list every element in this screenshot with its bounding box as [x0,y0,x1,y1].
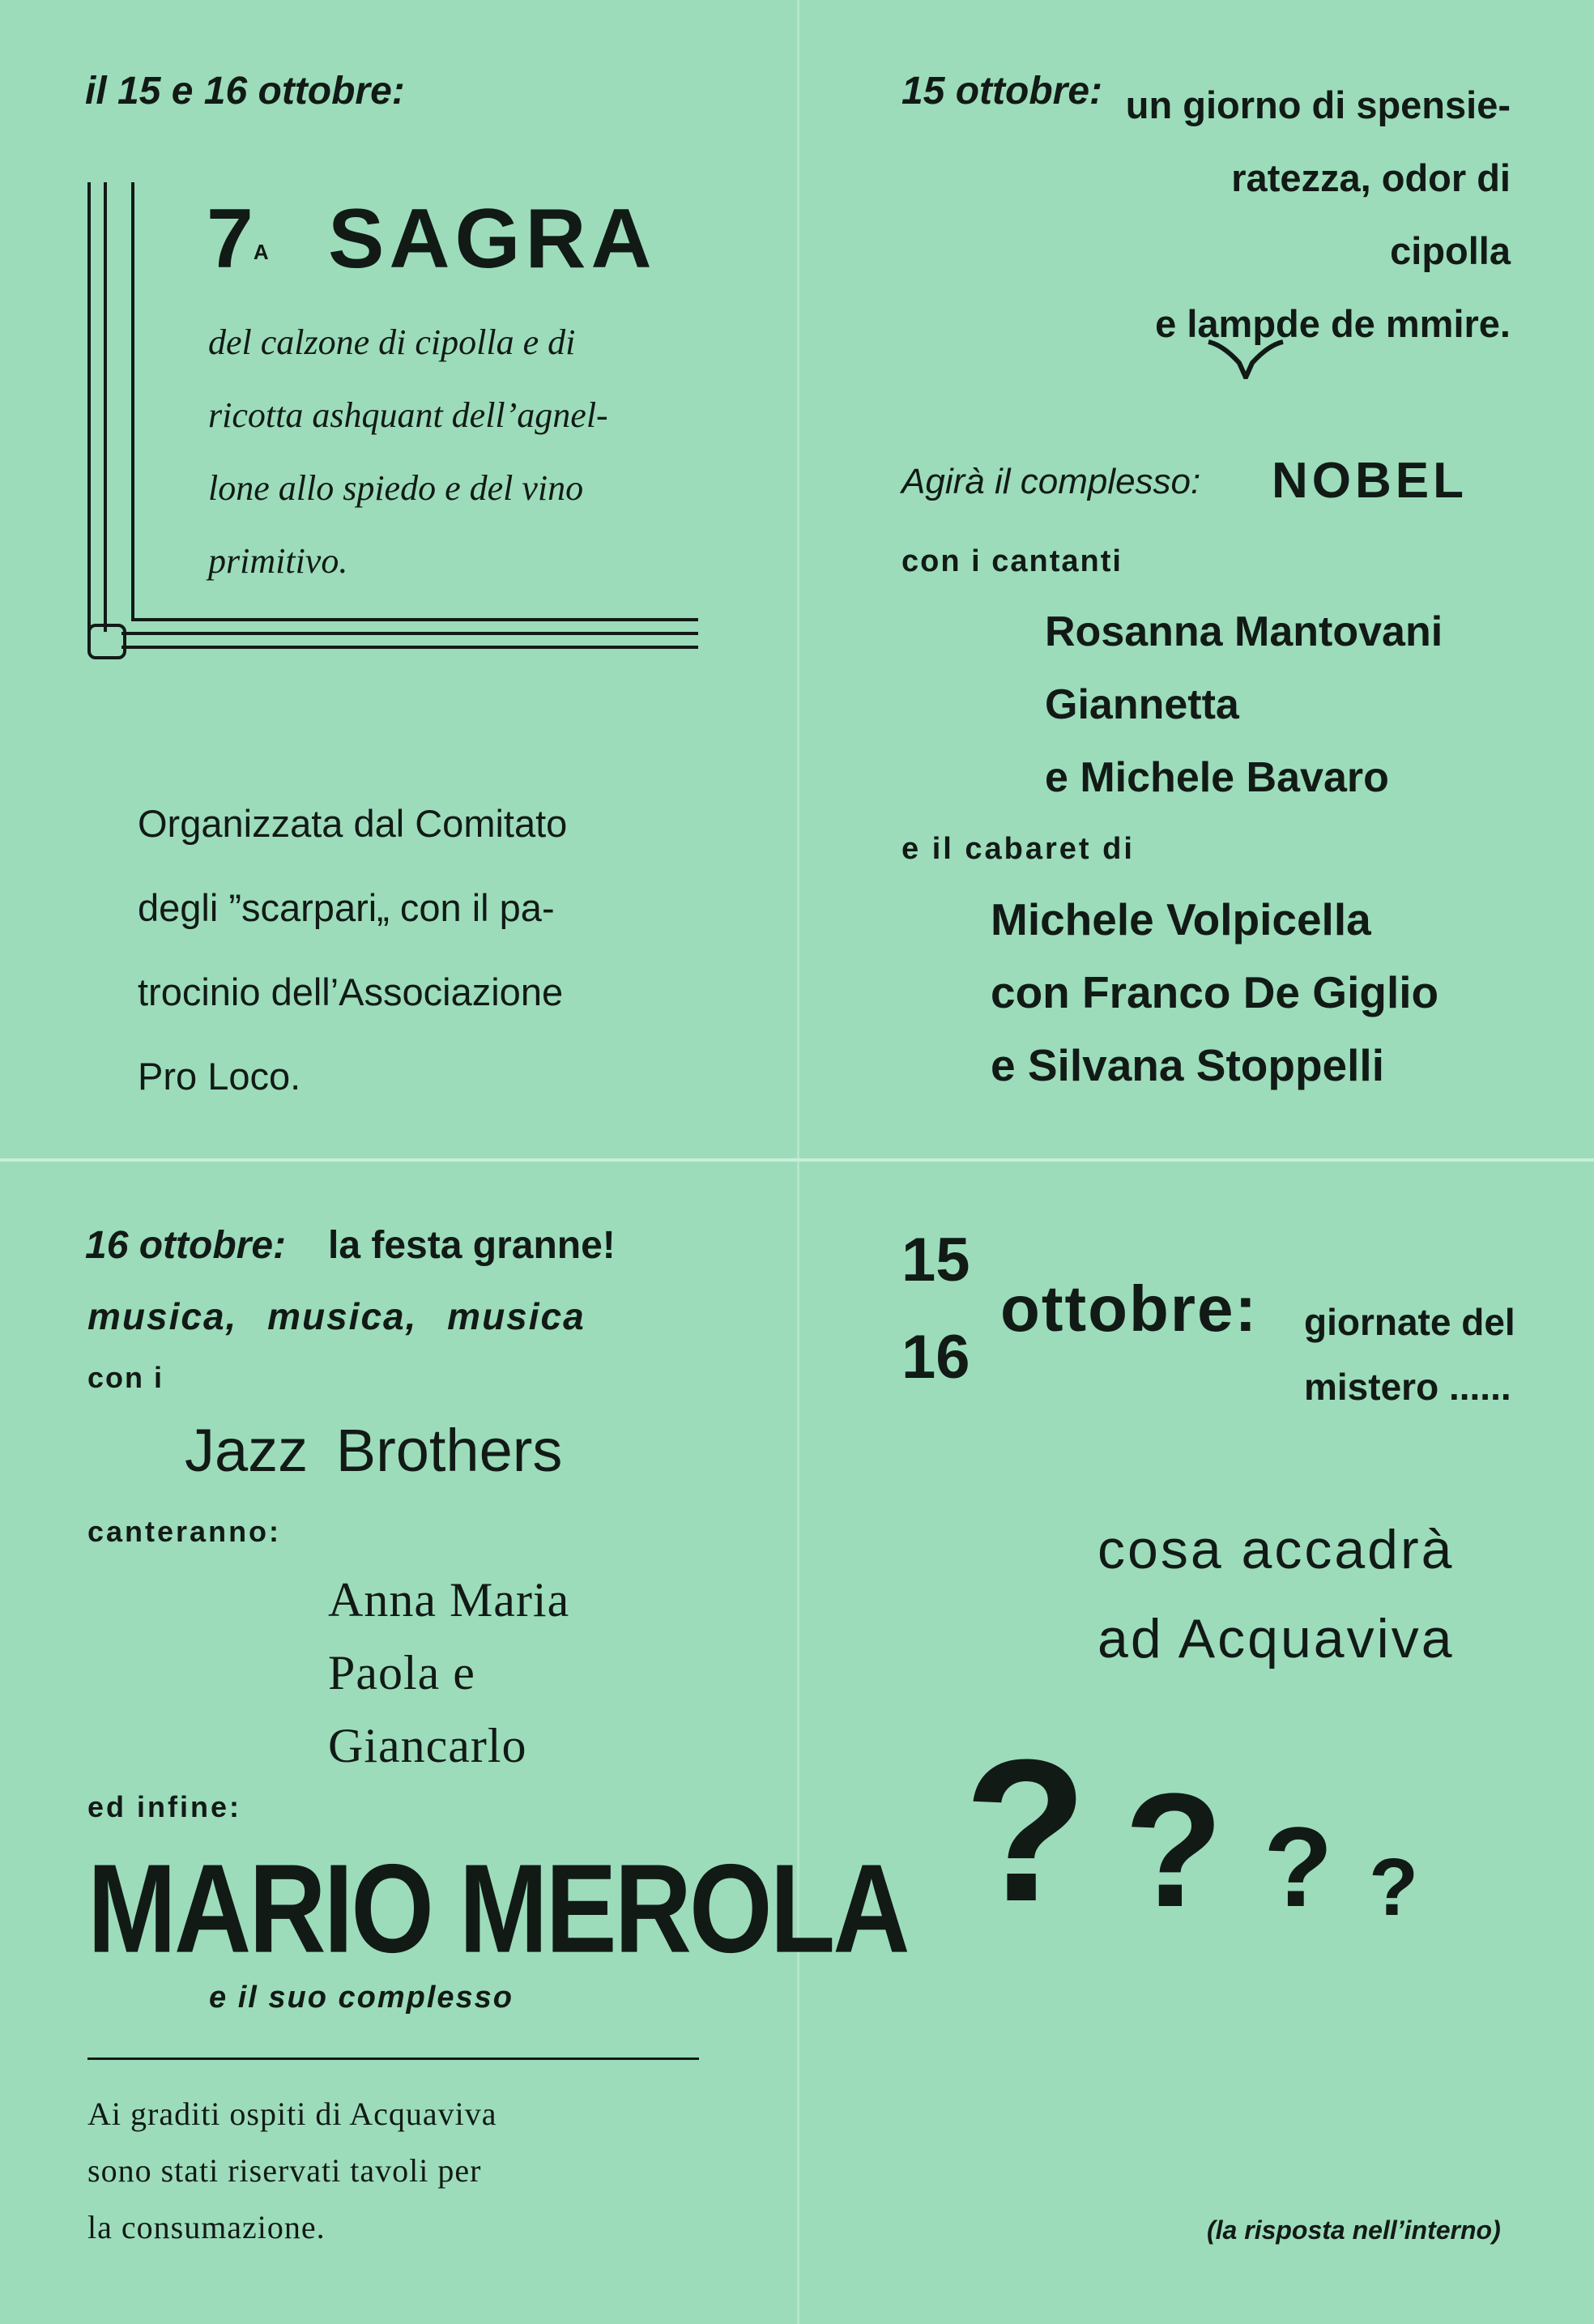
desc-line: ricotta ashquant dell’agnel- [208,395,608,435]
org-line: Organizzata dal Comitato [138,802,568,845]
bl-music: musica, musica, musica [87,1295,586,1337]
tr-cabaret-label: e il cabaret di [901,832,1135,866]
frame-hbar-3 [121,646,698,649]
mystery-line: mistero ...... [1304,1366,1511,1408]
desc-line: del calzone di cipolla e di [208,322,576,362]
bl-band: Jazz Brothers [185,1417,563,1484]
question-line: cosa accadrà [1097,1519,1455,1580]
bl-date: 16 ottobre: [85,1224,287,1267]
guests-line: la consumazione. [87,2209,326,2245]
bl-singers [328,1563,569,1782]
bl-finally: ed infine: [87,1790,241,1823]
bl-divider [87,2057,699,2060]
cabaret-name: con Franco De Giglio [991,967,1439,1017]
bl-guests [87,2086,719,2256]
frame-bar-1 [87,182,91,644]
desc-line: lone allo spiedo e del vino [208,468,584,508]
br-day1: 15 [901,1226,970,1294]
tr-date: 15 ottobre: [901,70,1103,113]
frame-hbar-1 [131,618,698,621]
singer-name: Anna Maria [328,1573,570,1627]
horizontal-fold [0,1158,1594,1162]
intro-line: un giorno di spensie- [1125,83,1511,126]
question-mark-3: ? [1264,1803,1333,1930]
br-answer: (la risposta nell’interno) [1207,2215,1501,2245]
guests-line: Ai graditi ospiti di Acquaviva [87,2096,497,2132]
tl-description [208,306,727,598]
br-day2: 16 [901,1323,970,1392]
bl-headline: la festa granne! [328,1224,616,1267]
bl-con-i: con i [87,1361,164,1394]
org-line: trocinio dell’Associazione [138,970,564,1013]
br-month: ottobre: [1000,1273,1259,1345]
cabaret-name: e Silvana Stoppelli [991,1040,1384,1090]
mystery-line: giornate del [1304,1301,1515,1343]
br-question [1097,1505,1455,1683]
tr-intro [1118,69,1511,360]
tr-agira: Agirà il complesso: [901,462,1201,501]
intro-line: e lampde de mmire. [1155,302,1511,345]
tl-sagra: SAGRA [328,192,657,286]
ornament-icon [1207,339,1285,379]
singer-name: e Michele Bavaro [1045,754,1389,801]
tl-organizers [138,782,721,1119]
desc-line: primitivo. [208,541,348,581]
singer-name: Giancarlo [328,1719,527,1772]
org-line: degli ”scarpari„ con il pa- [138,886,555,929]
tr-cabaret [991,883,1438,1102]
question-mark-2: ? [1124,1760,1224,1941]
question-mark-4: ? [1369,1842,1419,1933]
br-mystery [1304,1290,1515,1419]
tr-band: NOBEL [1272,453,1468,509]
frame-hbar-2 [121,632,698,635]
tl-dates: il 15 e 16 ottobre: [85,70,405,113]
tr-singers-label: con i cantanti [901,544,1123,578]
intro-line: ratezza, odor di cipolla [1231,156,1511,272]
frame-corner-knot [87,624,126,659]
edition-number: 7 [207,192,254,286]
edition-sup: A [253,240,269,264]
frame-bar-3 [131,182,134,620]
singer-name: Paola e [328,1646,475,1699]
frame-bar-2 [104,182,107,632]
singer-name: Giannetta [1045,681,1239,728]
cabaret-name: Michele Volpicella [991,894,1371,945]
bl-star-sub: e il suo complesso [209,1981,514,2015]
question-mark-1: ? [964,1717,1088,1943]
guests-line: sono stati riservati tavoli per [87,2152,482,2189]
bl-sing-label: canteranno: [87,1515,282,1548]
org-line: Pro Loco. [138,1055,301,1098]
question-line: ad Acquaviva [1097,1608,1455,1669]
bl-star: MARIO MEROLA [87,1838,908,1979]
tr-singers [1045,595,1443,814]
singer-name: Rosanna Mantovani [1045,608,1443,655]
tl-edition [207,194,269,284]
